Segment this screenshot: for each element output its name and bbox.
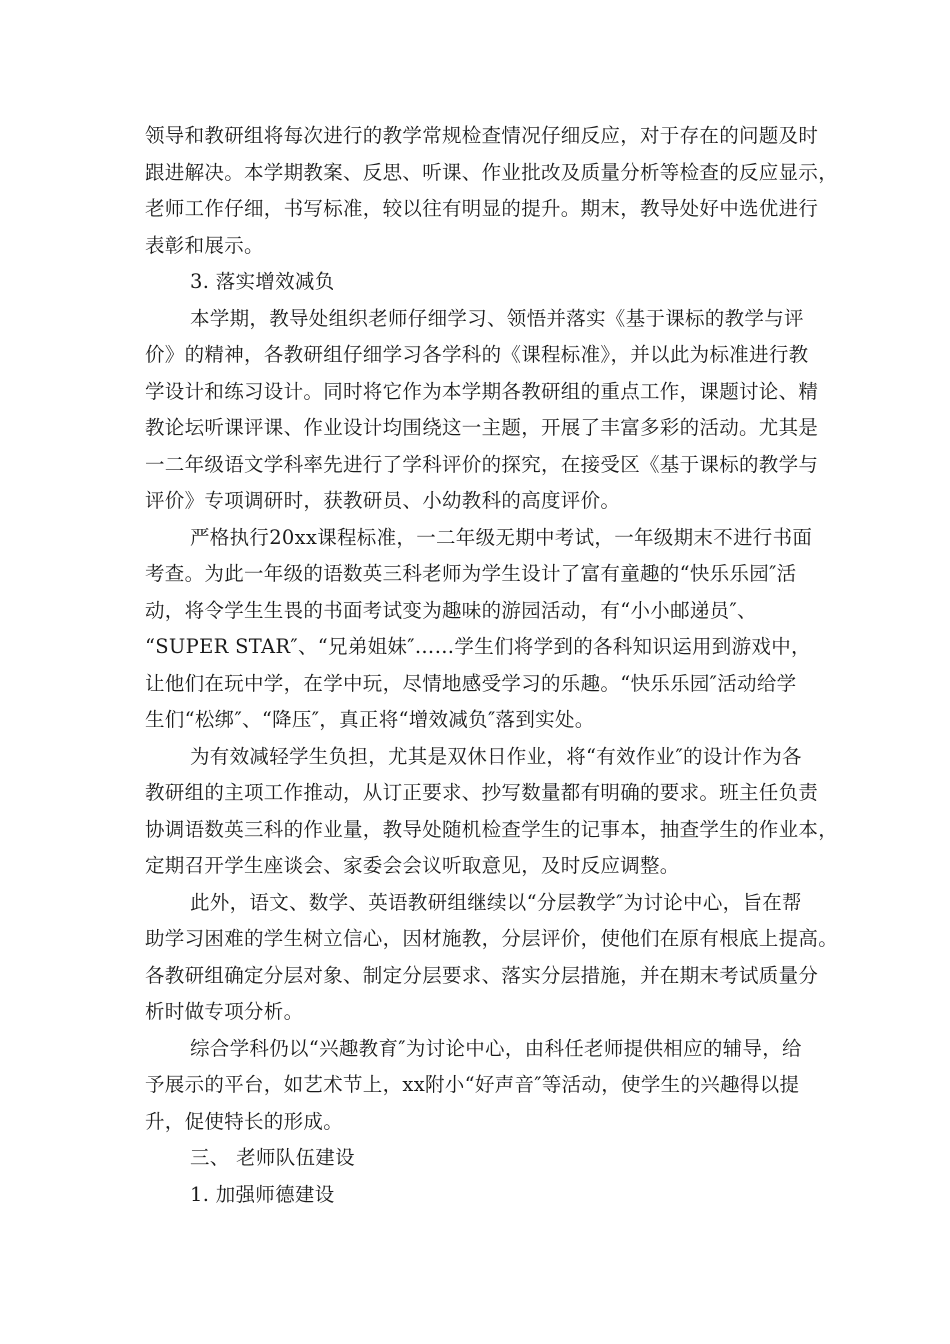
text-line: 定期召开学生座谈会、家委会会议听取意见，及时反应调整。	[145, 854, 680, 877]
text-line: 考查。为此一年级的语数英三科老师为学生设计了富有童趣的“快乐乐园″活	[145, 562, 797, 585]
text-line: 生们“松绑″、“降压″，真正将“增效减负″落到实处。	[145, 708, 595, 731]
text-line: 各教研组确定分层对象、制定分层要求、落实分层措施，并在期末考试质量分	[145, 963, 819, 987]
text-line: 价》的精神，各教研组仔细学习各学科的《课程标准》，并以此为标准进行教	[145, 343, 809, 366]
paragraph-start: 为有效减轻学生负担，尤其是双休日作业，将“有效作业″的设计作为各	[190, 744, 802, 768]
section-heading: 3. 落实增效减负	[190, 270, 335, 293]
document-page	[145, 118, 839, 1213]
text-line: 一二年级语文学科率先进行了学科评价的探究，在接受区《基于课标的教学与	[145, 452, 819, 476]
text-line: 升，促使特长的形成。	[145, 1109, 344, 1133]
paragraph-start: 此外，语文、数学、英语教研组继续以“分层教学″为讨论中心，旨在帮	[190, 890, 802, 914]
text-line: 动，将令学生生畏的书面考试变为趣味的游园活动，有“小小邮递员″、	[145, 598, 757, 622]
text-line: 协调语数英三科的作业量，教导处随机检查学生的记事本，抽查学生的作业本，	[145, 817, 839, 841]
text-line: 析时做专项分析。	[145, 1000, 304, 1023]
text-line: “SUPER STAR″、“兄弟姐妹″……学生们将学到的各科知识运用到游戏中，	[145, 635, 811, 658]
text-line: 学设计和练习设计。同时将它作为本学期各教研组的重点工作，课题讨论、精	[145, 379, 819, 403]
text-line: 助学习困难的学生树立信心，因材施教，分层评价，使他们在原有根底上提高。	[145, 927, 839, 950]
paragraph-start: 综合学科仍以“兴趣教育″为讨论中心，由科任老师提供相应的辅导，给	[190, 1036, 802, 1060]
text-line: 予展示的平台，如艺术节上，xx附小“好声音″等活动，使学生的兴趣得以提	[145, 1073, 800, 1096]
text-line: 老师工作仔细，书写标准，较以往有明显的提升。期末，教导处好中选优进行	[145, 197, 819, 220]
text-line: 表彰和展示。	[145, 233, 264, 257]
paragraph-start: 严格执行20xx课程标准，一二年级无期中考试，一年级期末不进行书面	[190, 525, 813, 549]
text-line: 跟进解决。本学期教案、反思、听课、作业批改及质量分析等检查的反应显示，	[145, 160, 839, 184]
section-heading: 三、 老师队伍建设	[190, 1146, 355, 1169]
text-line: 教论坛听课评课、作业设计均围绕这一主题，开展了丰富多彩的活动。尤其是	[145, 416, 819, 439]
text-line: 让他们在玩中学，在学中玩，尽情地感受学习的乐趣。“快乐乐园″活动给学	[145, 671, 797, 695]
text-line: 教研组的主项工作推动，从订正要求、抄写数量都有明确的要求。班主任负责	[145, 781, 819, 804]
subsection-heading: 1. 加强师德建设	[190, 1182, 335, 1206]
paragraph-start: 本学期，教导处组织老师仔细学习、领悟并落实《基于课标的教学与评	[190, 306, 804, 330]
text-line: 评价》专项调研时，获教研员、小幼教科的高度评价。	[145, 489, 621, 512]
text-line: 领导和教研组将每次进行的教学常规检查情况仔细反应，对于存在的问题及时	[145, 124, 819, 147]
